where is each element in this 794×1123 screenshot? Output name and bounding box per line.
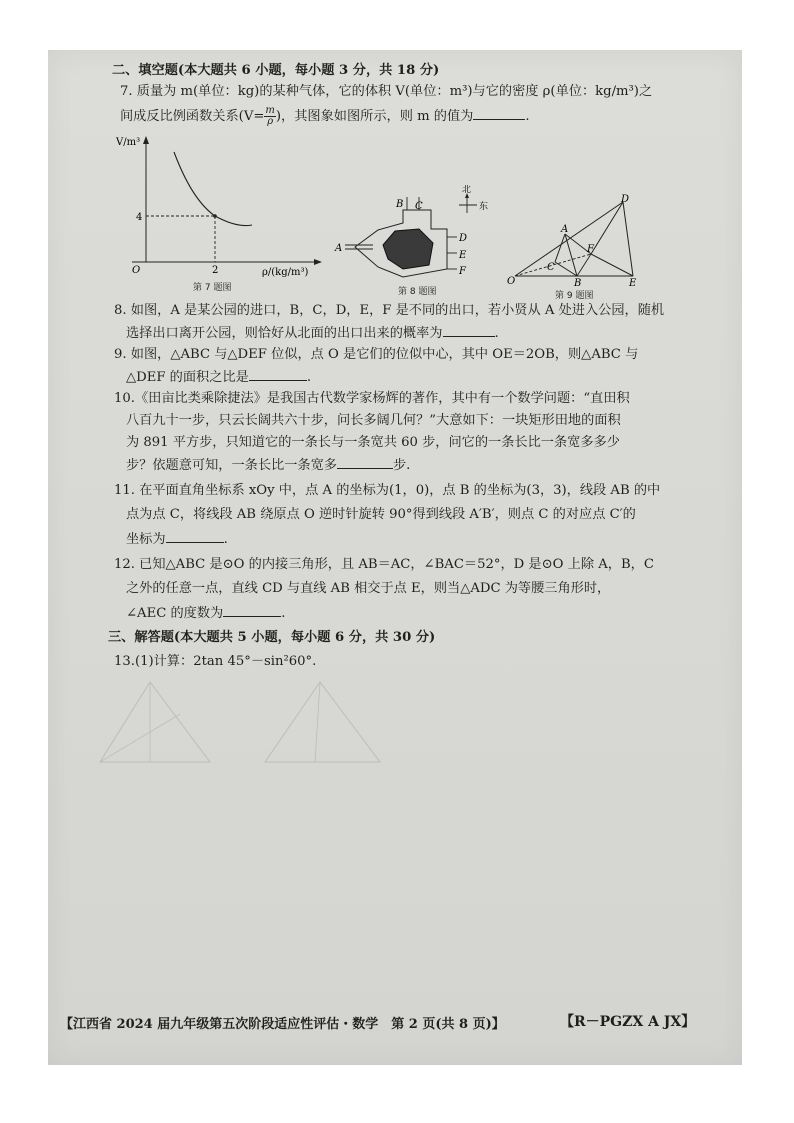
q10-line-3: 为 891 平方步，只知道它的一条长与一条宽共 60 步，问它的一条长比一条宽多多少 xyxy=(126,435,620,450)
fig8-north: 北 xyxy=(462,185,472,195)
fig7-curve xyxy=(174,152,252,226)
fig9-label-o: O xyxy=(507,276,516,287)
fig9-label-a: A xyxy=(561,224,569,235)
q9-line-1: 9. 如图，△ABC 与△DEF 位似，点 O 是它们的位似中心，其中 OE＝2OB，则△ABC 与 xyxy=(114,347,639,362)
q10-line-1: 10.《田亩比类乘除捷法》是我国古代数学家杨辉的著作，其中有一个数学问题：“直田积 xyxy=(114,391,630,406)
fig9-label-c: C xyxy=(547,262,555,273)
fig8-label-d: D xyxy=(459,233,468,244)
fig9-caption: 第 9 题图 xyxy=(555,291,594,301)
q8-line-2 xyxy=(126,324,499,343)
q12-line-1: 12. 已知△ABC 是⊙O 的内接三角形，且 AB＝AC，∠BAC＝52°，D 是⊙O 上除 A，B，C xyxy=(114,557,654,572)
fig9-label-f: F xyxy=(587,244,594,255)
q13-line-1: 13.(1)计算：2tan 45°－sin²60°. xyxy=(114,654,317,669)
q7-frac-den: ρ xyxy=(267,116,274,127)
q12-answer-blank[interactable] xyxy=(223,604,281,617)
q7-line-2 xyxy=(120,106,530,127)
fig7-xlabel: ρ/(kg/m³) xyxy=(262,267,309,278)
fig9-label-b: B xyxy=(574,278,582,288)
q7-text-c: . xyxy=(525,109,530,124)
q7-text-a: 间成反比例函数关系(V= xyxy=(120,109,265,124)
fig9-label-d: D xyxy=(621,194,630,205)
q8-text: 选择出口离开公园，则恰好从北面的出口出来的概率为 xyxy=(126,326,443,341)
q10-line-4 xyxy=(126,456,410,475)
fig7-ylabel: V/m³ xyxy=(116,137,141,148)
figure-8 xyxy=(333,185,503,285)
fig8-label-b: B xyxy=(396,199,404,210)
q8-line-1: 8. 如图，A 是某公园的进口，B，C，D，E，F 是不同的出口，若小贤从 A 处进入公园，随机 xyxy=(114,303,665,318)
fig7-caption: 第 7 题图 xyxy=(193,283,232,293)
fig7-x-arrow xyxy=(314,259,322,265)
section-2-title: 二、填空题(本大题共 6 小题，每小题 3 分，共 18 分) xyxy=(112,63,440,78)
q7-text-b: )，其图象如图所示，则 m 的值为 xyxy=(275,109,474,124)
q10-answer-blank[interactable] xyxy=(337,456,393,469)
q9-line-2 xyxy=(126,368,311,387)
fig7-x-tick: 2 xyxy=(212,265,219,276)
fig8-lake xyxy=(383,229,433,269)
q10-text-end: 步. xyxy=(393,458,411,473)
footer-right: 【R－PGZX A JX】 xyxy=(560,1014,696,1030)
fig8-east: 东 xyxy=(479,202,489,212)
bleed-through-figures xyxy=(90,670,410,780)
fig9-line-de xyxy=(623,202,633,276)
q9-text-end: . xyxy=(306,370,312,385)
fig8-label-e: E xyxy=(459,250,467,261)
fig7-origin: O xyxy=(132,265,141,276)
q7-frac-num: m xyxy=(265,105,275,116)
q12-line-2: 之外的任意一点，直线 CD 与直线 AB 相交于点 E，则当△ADC 为等腰三角形时， xyxy=(126,581,611,596)
fig8-label-c: C xyxy=(415,201,423,212)
fig9-label-e: E xyxy=(629,278,637,288)
q7-fraction xyxy=(264,106,275,127)
q11-text-end: . xyxy=(223,532,228,547)
bleed-triangle-1 xyxy=(100,682,210,762)
q10-line-2: 八百九十一步，只云长阔共六十步，问长多阔几何？”大意如下：一块矩形田地的面积 xyxy=(126,413,621,428)
fig9-line-od xyxy=(515,202,623,276)
q12-line-3 xyxy=(126,604,285,623)
q9-answer-blank[interactable] xyxy=(249,368,307,381)
q11-text: 坐标为 xyxy=(126,532,166,547)
fig9-line-fe xyxy=(591,254,633,276)
section-3-title: 三、解答题(本大题共 5 小题，每小题 6 分，共 30 分) xyxy=(108,630,436,645)
figure-9 xyxy=(505,192,645,288)
q12-text-end: . xyxy=(281,606,286,621)
q11-answer-blank[interactable] xyxy=(166,530,224,543)
q11-line-3 xyxy=(126,530,228,549)
fig7-y-arrow xyxy=(143,136,149,144)
q8-text-end: . xyxy=(494,326,499,341)
q7-answer-blank[interactable] xyxy=(473,107,525,120)
figure-7 xyxy=(112,130,332,280)
bleed-triangle-2 xyxy=(265,682,380,762)
footer-left: 【江西省 2024 届九年级第五次阶段适应性评估・数学 第 2 页(共 8 页)】 xyxy=(60,1017,505,1032)
fig8-label-f: F xyxy=(459,266,466,277)
q12-text: ∠AEC 的度数为 xyxy=(126,606,224,621)
q7-line-1: 7. 质量为 m(单位：kg)的某种气体，它的体积 V(单位：m³)与它的密度 ρ(单位：kg/m³)之 xyxy=(120,84,653,99)
fig7-y-tick: 4 xyxy=(136,212,143,223)
q9-text: △DEF 的面积之比是 xyxy=(126,370,249,385)
q11-line-1: 11. 在平面直角坐标系 xOy 中，点 A 的坐标为(1，0)，点 B 的坐标为(3，3)，线段 AB 的中 xyxy=(114,483,661,498)
q8-answer-blank[interactable] xyxy=(443,324,495,337)
bleed-line-2 xyxy=(100,714,180,762)
fig8-caption: 第 8 题图 xyxy=(398,287,437,297)
q10-text: 步？依题意可知，一条长比一条宽多 xyxy=(126,458,337,473)
q11-line-2: 点为点 C，将线段 AB 绕原点 O 逆时针旋转 90°得到线段 A′B′，则点 C 的对应点 C′的 xyxy=(126,507,636,522)
fig8-label-a: A xyxy=(335,243,343,254)
fig9-line-df xyxy=(591,202,623,254)
bleed-line-3 xyxy=(315,682,320,762)
fig7-point xyxy=(213,214,217,218)
